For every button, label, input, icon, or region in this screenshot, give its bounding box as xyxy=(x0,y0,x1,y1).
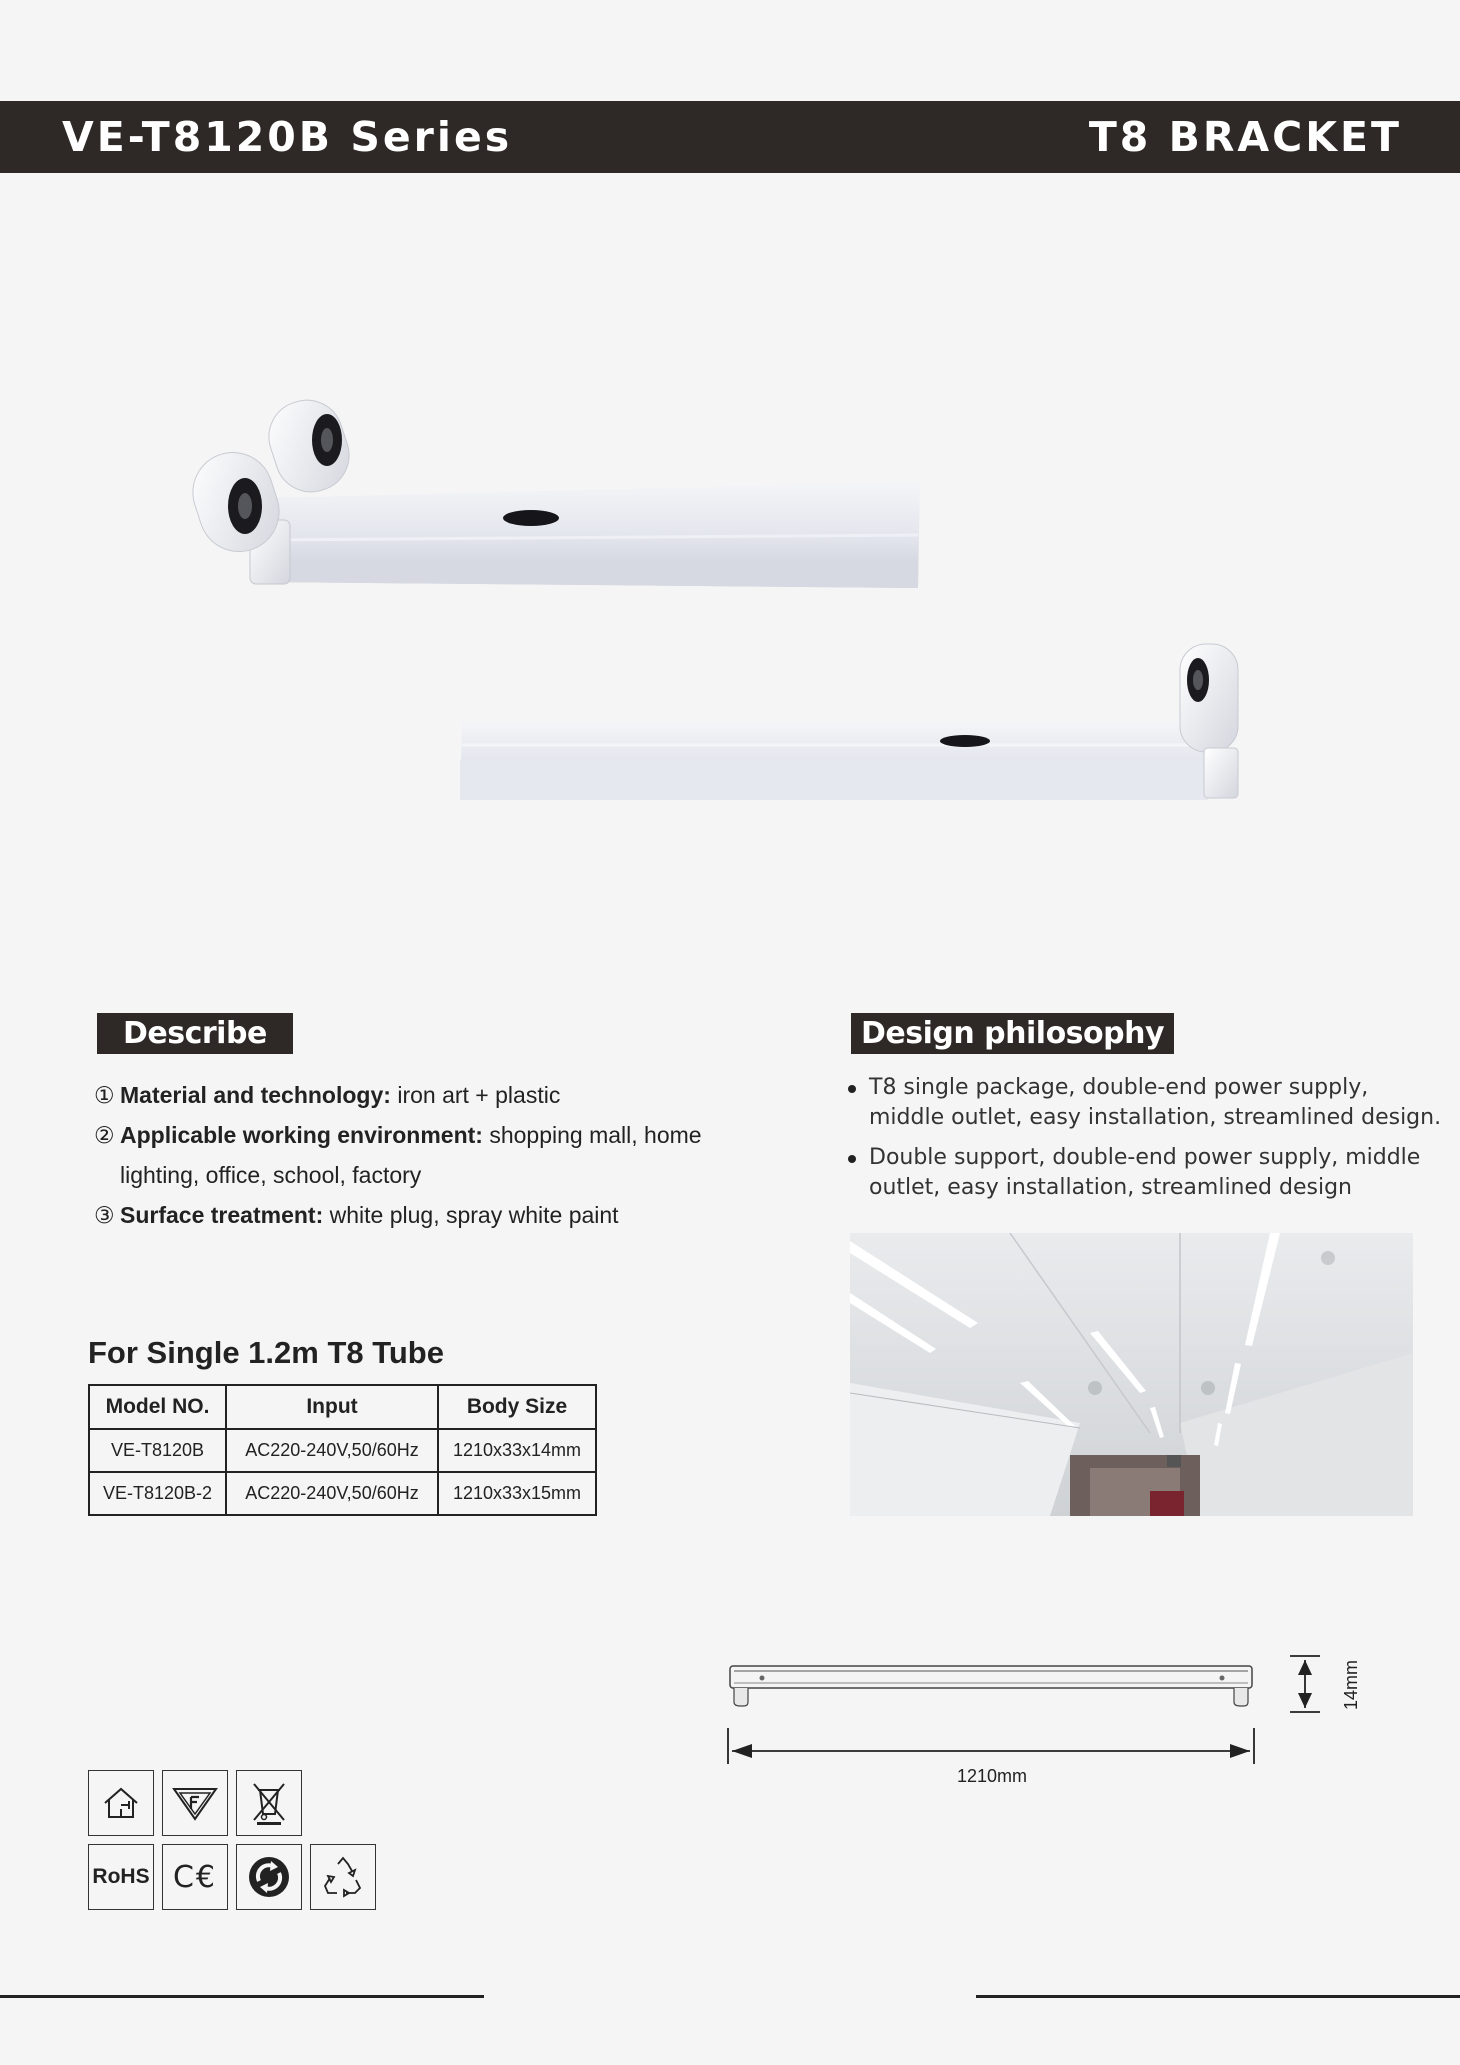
length-label: 1210mm xyxy=(956,1766,1028,1786)
item-number: ① xyxy=(94,1082,115,1108)
design-item: Double support, double-end power supply, middle outlet, easy installation, streamlined design xyxy=(846,1143,1446,1203)
height-label: 14mm xyxy=(1341,1659,1361,1711)
rohs-icon xyxy=(88,1844,154,1910)
cell-input: AC220-240V,50/60Hz xyxy=(226,1472,438,1515)
describe-item xyxy=(94,1115,734,1195)
item-number: ③ xyxy=(94,1202,115,1228)
series-title: VE-T8120B Series xyxy=(62,113,513,161)
describe-key: Applicable working environment: xyxy=(120,1122,483,1148)
table-header-row xyxy=(89,1385,596,1429)
item-number: ② xyxy=(94,1122,115,1148)
describe-list xyxy=(94,1075,734,1235)
category-title: T8 BRACKET xyxy=(1088,113,1402,161)
header-bar xyxy=(0,101,1460,173)
height-dimension xyxy=(1290,1656,1320,1712)
header-input: Input xyxy=(226,1385,438,1429)
weee-bin-icon xyxy=(236,1770,302,1836)
design-list xyxy=(846,1073,1446,1213)
describe-item xyxy=(94,1195,734,1235)
f-mark-icon xyxy=(162,1770,228,1836)
table-title: For Single 1.2m T8 Tube xyxy=(88,1335,444,1370)
bracket-straight xyxy=(460,644,1238,800)
ce-icon xyxy=(162,1844,228,1910)
footer-line-right xyxy=(976,1995,1460,1998)
header-body-size: Body Size xyxy=(438,1385,596,1429)
describe-value: shopping mall, home lighting, office, school, factory xyxy=(120,1122,702,1188)
table-row xyxy=(89,1472,596,1515)
bracket-angled xyxy=(183,391,920,588)
product-photo xyxy=(0,380,1460,820)
bracket-side-view xyxy=(730,1666,1252,1706)
header-model: Model NO. xyxy=(89,1385,226,1429)
describe-value: iron art + plastic xyxy=(390,1082,561,1108)
dimension-diagram xyxy=(720,1640,1380,1790)
cell-model: VE-T8120B xyxy=(89,1429,226,1472)
design-philosophy-label: Design philosophy xyxy=(851,1013,1174,1054)
recycle-icon xyxy=(310,1844,376,1910)
indoor-use-icon xyxy=(88,1770,154,1836)
length-dimension xyxy=(728,1728,1254,1764)
describe-label: Describe xyxy=(97,1013,293,1054)
green-dot-icon xyxy=(236,1844,302,1910)
cell-body-size: 1210x33x14mm xyxy=(438,1429,596,1472)
cell-model: VE-T8120B-2 xyxy=(89,1472,226,1515)
table-row xyxy=(89,1429,596,1472)
design-item: T8 single package, double-end power supply, middle outlet, easy installation, streamlined design. xyxy=(846,1073,1446,1133)
installation-photo xyxy=(850,1233,1413,1516)
cell-body-size: 1210x33x15mm xyxy=(438,1472,596,1515)
footer-line-left xyxy=(0,1995,484,1998)
rohs-label: RoHS xyxy=(92,1865,150,1888)
describe-item xyxy=(94,1075,734,1115)
ce-label: C€ xyxy=(172,1859,218,1895)
spec-table xyxy=(88,1384,597,1516)
describe-key: Material and technology: xyxy=(120,1082,391,1108)
cell-input: AC220-240V,50/60Hz xyxy=(226,1429,438,1472)
describe-value: white plug, spray white paint xyxy=(323,1202,619,1228)
describe-key: Surface treatment: xyxy=(120,1202,324,1228)
